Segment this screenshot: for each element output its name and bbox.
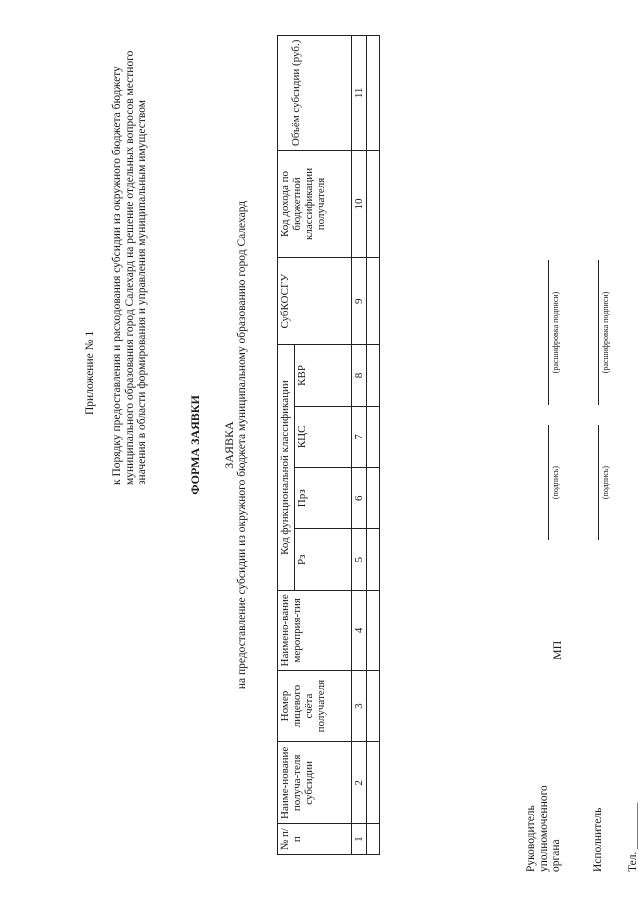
col-number: 7: [352, 406, 367, 467]
stamp-place-label: МП: [550, 640, 564, 660]
empty-cell[interactable]: [367, 529, 380, 590]
header-recipient: Наиме-нование получа-теля субсидии: [278, 742, 352, 824]
header-kosgu: СубКОСГУ: [278, 258, 352, 345]
header-kvr: КВР: [295, 345, 352, 406]
header-event: Наимено-вание мероприя-тия: [278, 590, 352, 670]
header-row: [278, 36, 295, 855]
col-number: 1: [352, 824, 367, 855]
empty-cell[interactable]: [367, 590, 380, 670]
col-number: 9: [352, 258, 367, 345]
phone-label: Тел. ________: [627, 802, 639, 872]
document-subtitle: на предоставление субсидии из окружного бюджета муниципальному образованию город Салехард: [236, 200, 248, 690]
header-rz: Рз: [295, 529, 352, 590]
col-number: 6: [352, 468, 367, 529]
col-number: 3: [352, 670, 367, 742]
empty-cell[interactable]: [367, 150, 380, 257]
column-number-row: [352, 36, 367, 855]
executor-signature-line[interactable]: [598, 425, 599, 540]
annex-body: к Порядку предоставления и расходования субсидии из окружного бюджета бюджету муниципального образования город Салехард на решение отдельных вопросов местного значения в области формирования и управления муниципальным имуществом: [111, 50, 148, 485]
col-number: 11: [352, 36, 367, 151]
executor-label: Исполнитель: [592, 807, 604, 872]
col-number: 4: [352, 590, 367, 670]
col-number: 10: [352, 150, 367, 257]
head-signature-line[interactable]: [548, 425, 549, 540]
header-prz: Прз: [295, 468, 352, 529]
empty-cell[interactable]: [367, 670, 380, 742]
claim-table: [277, 35, 380, 855]
annex-title: Приложение № 1: [84, 330, 96, 415]
executor-decoding-caption: (расшифровка подписи): [601, 291, 610, 374]
header-func-code: Код функциональной классификации: [278, 345, 295, 591]
header-kcs: КЦС: [295, 406, 352, 467]
executor-decoding-line[interactable]: [598, 260, 599, 405]
empty-cell[interactable]: [367, 258, 380, 345]
col-number: 2: [352, 742, 367, 824]
header-income-code: Код дохода по бюджетной классификации получателя: [278, 150, 352, 257]
head-decoding-line[interactable]: [548, 260, 549, 405]
form-title: ФОРМА ЗАЯВКИ: [188, 395, 202, 495]
executor-signature-caption: (подпись): [601, 465, 610, 500]
empty-cell[interactable]: [367, 468, 380, 529]
header-account: Номер лицевого счёта получателя: [278, 670, 352, 742]
head-label: Руководитель уполномоченного органа: [525, 785, 562, 872]
header-num: № п/п: [278, 824, 352, 855]
empty-cell[interactable]: [367, 406, 380, 467]
col-number: 5: [352, 529, 367, 590]
header-amount: Объём субсидии (руб.): [278, 36, 352, 151]
head-decoding-caption: (расшифровка подписи): [551, 291, 560, 374]
empty-cell[interactable]: [367, 36, 380, 151]
head-signature-caption: (подпись): [551, 465, 560, 500]
empty-cell[interactable]: [367, 824, 380, 855]
empty-cell[interactable]: [367, 742, 380, 824]
col-number: 8: [352, 345, 367, 406]
document-title: ЗАЯВКА: [222, 421, 236, 469]
empty-row: [367, 36, 380, 855]
empty-cell[interactable]: [367, 345, 380, 406]
